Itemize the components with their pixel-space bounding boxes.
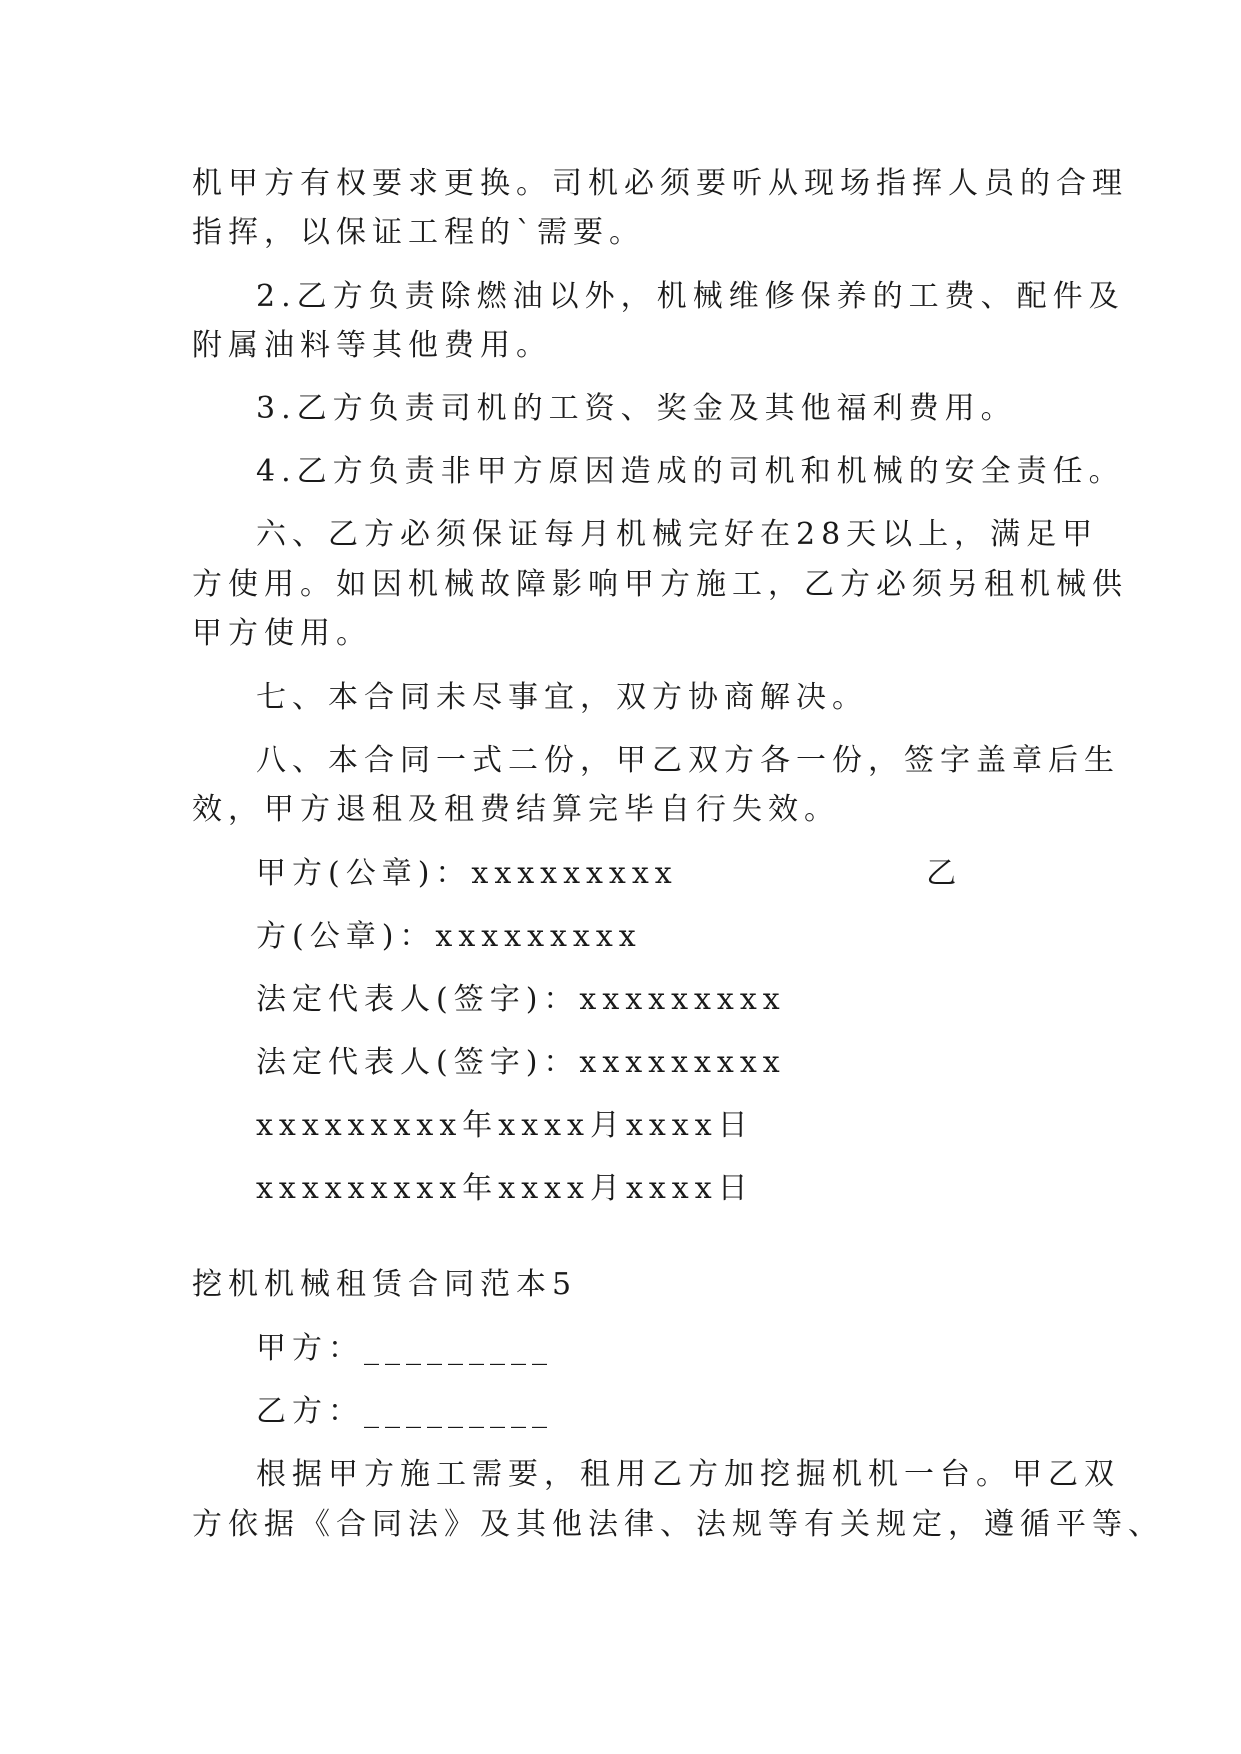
clause-2-line: 2.乙方负责除燃油以外，机械维修保养的工费、配件及 — [256, 279, 1125, 314]
paragraph-line: 指挥，以保证工程的`需要。 — [192, 215, 645, 250]
legal-rep-signature-line: 法定代表人(签字)：xxxxxxxxx — [256, 1045, 786, 1080]
section-title: 挖机机械租赁合同范本5 — [192, 1267, 578, 1302]
section-8-line: 效，甲方退租及租费结算完毕自行失效。 — [192, 792, 840, 827]
party-b-field: 乙方：_________ — [256, 1394, 553, 1429]
party-a-field: 甲方：_________ — [256, 1331, 553, 1366]
date-line: xxxxxxxxx年xxxx月xxxx日 — [256, 1108, 754, 1143]
section-6-line: 六、乙方必须保证每月机械完好在28天以上，满足甲 — [256, 517, 1099, 552]
legal-rep-signature-line: 法定代表人(签字)：xxxxxxxxx — [256, 982, 786, 1017]
party-a-seal-line: 甲方(公章)：xxxxxxxxx 乙 — [256, 856, 963, 891]
clause-2-line: 附属油料等其他费用。 — [192, 328, 552, 363]
party-b-seal-line: 方(公章)：xxxxxxxxx — [256, 919, 642, 954]
section-6-line: 甲方使用。 — [192, 616, 372, 651]
clause-4-line: 4.乙方负责非甲方原因造成的司机和机械的安全责任。 — [256, 454, 1125, 489]
section-8-line: 八、本合同一式二份，甲乙双方各一份，签字盖章后生 — [256, 743, 1120, 778]
section-7-line: 七、本合同未尽事宜，双方协商解决。 — [256, 680, 868, 715]
intro-paragraph-line: 方依据《合同法》及其他法律、法规等有关规定，遵循平等、 — [192, 1507, 1164, 1542]
date-line: xxxxxxxxx年xxxx月xxxx日 — [256, 1171, 754, 1206]
intro-paragraph-line: 根据甲方施工需要，租用乙方加挖掘机机一台。甲乙双 — [256, 1457, 1120, 1492]
section-6-line: 方使用。如因机械故障影响甲方施工，乙方必须另租机械供 — [192, 567, 1128, 602]
paragraph-line: 机甲方有权要求更换。司机必须要听从现场指挥人员的合理 — [192, 166, 1128, 201]
clause-3-line: 3.乙方负责司机的工资、奖金及其他福利费用。 — [256, 391, 1017, 426]
